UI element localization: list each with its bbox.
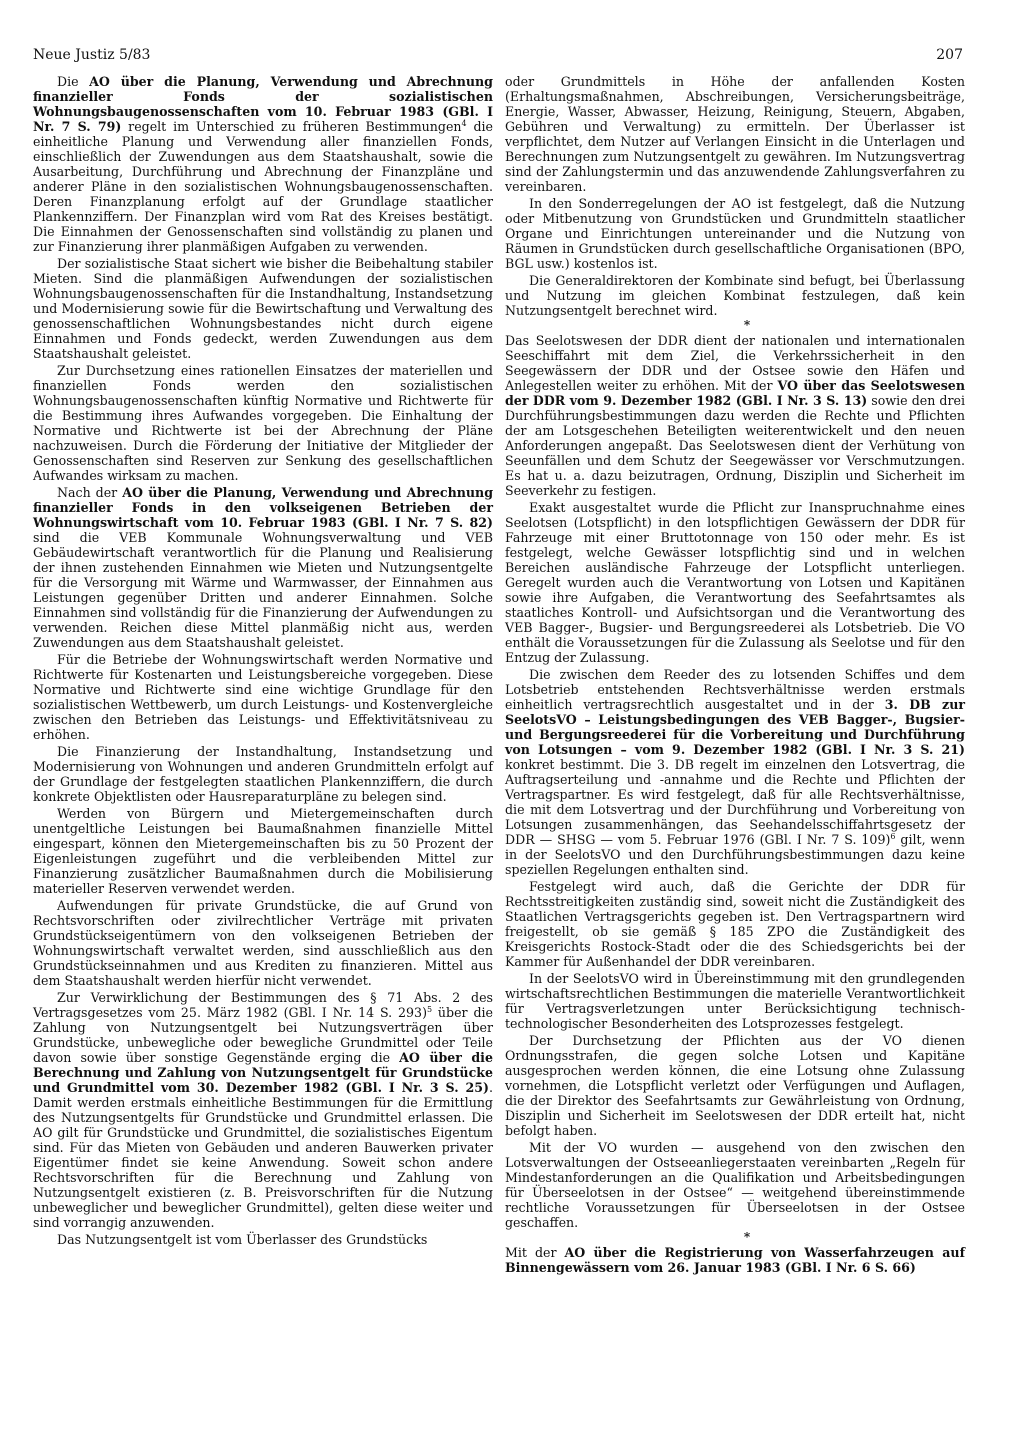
footnote-marker: 6 [890,831,896,841]
paragraph [33,363,493,483]
text-run: Festgelegt wird auch, daß die Gerichte der DDR für Rechtsstreitigkeiten zuständig sind, soweit nicht die Zuständigkeit des Staatlichen Vertragsgerichts gegeben ist. Den Vertragspartnern wird freigestellt, ob sie gemäß § 185 ZPO die Zuständigkeit des Kreisgerichts Rostock-Stadt oder die des Schiedsgerichts bei der Kammer für Außenhandel der DDR vereinbaren. [505,879,965,969]
paragraph [505,667,965,877]
text-run: Exakt ausgestaltet wurde die Pflicht zur Inanspruchnahme eines Seelotsen (Lotspflicht) in den lotspflichtigen Gewässern der DDR für Fahrzeuge mit einer Bruttotonnage von 150 oder mehr. Es ist festgelegt, welche Gewässer lotspflichtig sind und in welchen Bereichen ausländische Fahrzeuge der Lotspflicht unterliegen. Geregelt wurden auch die Verantwortung von Lotsen und Kapitänen sowie ihre Aufgaben, die Verantwortung des Seefahrtsamtes als staatliches Kontroll- und Aufsichtsorgan und die Verantwortung des VEB Bagger-, Bugsier- und Bergungsreederei als Lotsbetrieb. Die VO enthält die Voraussetzungen für die Zulassung als Seelotse und für den Entzug der Zulassung. [505,500,965,665]
text-run: Aufwendungen für private Grundstücke, die auf Grund von Rechtsvorschriften oder zivilrechtlicher Verträge mit privaten Grundstückseigentümern von den volkseigenen Betrieben der Wohnungswirtschaft verwaltet werden, sind ausschließlich aus den Grundstückseinnahmen und aus Krediten zu finanzieren. Mittel aus dem Staatshaushalt werden hierfür nicht verwendet. [33,898,493,988]
paragraph [33,652,493,742]
text-run: Das Seelotswesen der DDR dient der nationalen und internationalen Seeschiffahrt mit dem Ziel, die Verkehrssicherheit in den Seegewässern der DDR und der Ostsee sowie den Häfen und Anlegestellen weiter zu erhöhen. Mit der [505,333,965,393]
right-column [505,74,965,1277]
left-column [33,74,493,1249]
text-run: Mit der VO wurden — ausgehend von den zwischen den Lotsverwaltungen der Ostseeanliegerstaaten vereinbarten „Regeln für Mindestanforderungen an die Qualifikation und Arbeitsbedingungen für Überseelotsen in der Ostsee“ — weitgehend übereinstimmende rechtliche Voraussetzungen für Überseelotsen in der Ostsee geschaffen. [505,1140,965,1230]
text-run: Mit der [505,1245,565,1260]
paragraph [505,1140,965,1230]
footnote-marker: 4 [461,118,467,128]
text-run: Der sozialistische Staat sichert wie bisher die Beibehaltung stabiler Mieten. Sind die planmäßigen Aufwendungen der sozialistischen Wohnungsbaugenossenschaften für die Instandhaltung, Instandsetzung und Modernisierung sowie für die Bewirtschaftung und Verwaltung des genossenschaftlichen Wohnungsbestandes nicht durch eigene Einnahmen und Fonds gedeckt, werden Zuwendungen aus dem Staatshaushalt geleistet. [33,256,493,361]
text-run: In der SeelotsVO wird in Übereinstimmung mit den grundlegenden wirtschaftsrechtlichen Bestimmungen die materielle Verantwortlichkeit für Vertragsverletzungen unter Berücksichtigung technisch-technologischer Besonderheiten des Lotsprozesses festgelegt. [505,971,965,1031]
paragraph [505,971,965,1031]
paragraph [33,744,493,804]
section-separator: * [743,318,751,332]
legal-citation: AO über die Registrierung von Wasserfahrzeugen auf Binnengewässern vom 26. Januar 1983 (GBl. I Nr. 6 S. 66) [505,1245,965,1275]
text-run: Das Nutzungsentgelt ist vom Überlasser des Grundstücks [57,1232,428,1247]
text-run: Zur Durchsetzung eines rationellen Einsatzes der materiellen und finanziellen Fonds werden den sozialistischen Wohnungsbaugenossenschaften künftig Normative und Richtwerte für die Bestimmung ihres Aufwandes vorgegeben. Die Einhaltung der Normative und Richtwerte ist bei der Abrechnung der Pläne nachzuweisen. Durch die Förderung der Initiative der Mitglieder der Genossenschaften sind Reserven zur Senkung des gesellschaftlichen Aufwandes wirksam zu machen. [33,363,493,483]
paragraph [505,1033,965,1138]
section-separator: * [743,1230,751,1244]
paragraph [33,898,493,988]
text-run: sind die VEB Kommunale Wohnungsverwaltung und VEB Gebäudewirtschaft verantwortlich für die Planung und Realisierung der ihnen zustehenden Einnahmen wie Mieten und Nutzungsentgelte für die Versorgung mit Wärme und Warmwasser, der Einnahmen aus Leistungen gegenüber Dritten und anderer Einnahmen. Solche Einnahmen sind vollständig für die Finanzierung der Aufwendungen zu verwenden. Reichen diese Mittel planmäßig nicht aus, werden Zuwendungen aus dem Staatshaushalt geleistet. [33,530,493,650]
text-run: sowie den drei Durchführungsbestimmungen dazu werden die Rechte und Pflichten der am Lotsgeschehen Beteiligten weiterentwickelt und den neuen Anforderungen angepaßt. Das Seelotswesen dient der Verhütung von Seeunfällen und dem Schutz der Seegewässer vor Verschmutzungen. Es hat u. a. dazu beizutragen, Ordnung, Disziplin und Sicherheit im Seeverkehr zu festigen. [505,393,965,498]
text-run: Die Generaldirektoren der Kombinate sind befugt, bei Überlassung und Nutzung im gleichen Kombinat festzulegen, daß kein Nutzungsentgelt berechnet wird. [505,273,965,318]
paragraph [33,74,493,254]
footnote-marker: 5 [426,1004,433,1014]
text-run: Zur Verwirklichung der Bestimmungen des § 71 Abs. 2 des Vertragsgesetzes vom 25. März 1982 (GBl. I Nr. 14 S. 293) [33,990,493,1020]
text-run: . Damit werden erstmals einheitliche Bestimmungen für die Ermittlung des Nutzungsentgelts für Grundstücke und Grundmittel erlassen. Die AO gilt für Grundstücke und Grundmittel, die sozialistisches Eigentum sind. Für das Mieten von Gebäuden und anderen Bauwerken privater Eigentümer findet sie keine Anwendung. Soweit schon andere Rechtsvorschriften für die Berechnung und Zahlung von Nutzungsentgelt existieren (z. B. Preisvorschriften für die Nutzung unbeweglicher und beweglicher Grundmittel), gelten diese weiter und sind vorrangig anzuwenden. [33,1080,493,1230]
text-run: Werden von Bürgern und Mietergemeinschaften durch unentgeltliche Leistungen bei Baumaßnahmen finanzielle Mittel eingespart, können den Mietergemeinschaften bis zu 50 Prozent der Eigenleistungen zugeführt und die verbleibenden Mittel zur Finanzierung zusätzlicher Baumaßnahmen durch die Mobilisierung materieller Reserven verwendet werden. [33,806,493,896]
paragraph [505,74,965,194]
page-number: 207 [936,47,963,63]
paragraph [33,990,493,1230]
paragraph [505,196,965,271]
legal-citation: VO über das Seelotswesen der DDR vom 9. Dezember 1982 (GBl. I Nr. 3 S. 13) [505,378,965,408]
text-run: Die Finanzierung der Instandhaltung, Instandsetzung und Modernisierung von Wohnungen und anderen Grundmitteln erfolgt auf der Grundlage der festgelegten staatlichen Plankennziffern, die durch konkrete Objektlisten oder Hausreparaturpläne zu belegen sind. [33,744,493,804]
paragraph [505,500,965,665]
legal-citation: AO über die Planung, Verwendung und Abrechnung finanzieller Fonds der sozialistischen Wohnungsbaugenossenschaften vom 10. Februar 1983 (GBl. I Nr. 7 S. 79) [33,74,493,134]
paragraph [33,806,493,896]
paragraph [33,485,493,650]
text-run: In den Sonderregelungen der AO ist festgelegt, daß die Nutzung oder Mitbenutzung von Grundstücken und Grundmitteln staatlicher Organe und Einrichtungen untereinander und die Nutzung von Räumen in Grundstücken durch gesellschaftliche Organisationen (BPO, BGL usw.) kostenlos ist. [505,196,965,271]
journal-title: Neue Justiz 5/83 [33,47,151,63]
text-run: konkret bestimmt. Die 3. DB regelt im einzelnen den Lotsvertrag, die Auftragserteilung und -annahme und die Rechte und Pflichten der Vertragspartner. Es wird festgelegt, daß für alle Rechtsverhältnisse, die mit dem Lotsvertrag und der Durchführung und Vorbereitung von Lotsungen zusammenhängen, das Seehandelsschiffahrtsgesetz der DDR — SHSG — vom 5. Februar 1976 (GBl. I Nr. 7 S. 109) [505,757,965,847]
legal-citation: AO über die Planung, Verwendung und Abrechnung finanzieller Fonds in den volkseigenen Betrieben der Wohnungswirtschaft vom 10. Februar 1983 (GBl. I Nr. 7 S. 82) [33,485,493,530]
text-run: Die zwischen dem Reeder des zu lotsenden Schiffes und dem Lotsbetrieb entstehenden Rechtsverhältnisse werden erstmals einheitlich vertragsrechtlich ausgestaltet und in der [505,667,965,712]
text-run: über die Zahlung von Nutzungsentgelt bei Nutzungsverträgen über Grundstücke, unbewegliche oder bewegliche Grundmittel oder Teile davon sowie über sonstige Gegenstände erging die [33,1005,493,1065]
paragraph [33,256,493,361]
paragraph [505,879,965,969]
text-run: Nach der [57,485,123,500]
text-run: Für die Betriebe der Wohnungswirtschaft werden Normative und Richtwerte für Kostenarten und Leistungsbereiche vorgegeben. Diese Normative und Richtwerte sind eine wichtige Grundlage für den sozialistischen Wettbewerb, um durch Leistungs- und Kostenvergleiche zwischen den Betrieben das Leistungs- und Effektivitätsniveau zu erhöhen. [33,652,493,742]
text-run: die einheitliche Planung und Verwendung aller finanziellen Fonds, einschließlich der Zuwendungen aus dem Staatshaushalt, sowie die Ausarbeitung, Durchführung und Abrechnung der Finanzpläne und anderer Pläne in den sozialistischen Wohnungsbaugenossenschaften. Deren Finanzplanung erfolgt auf der Grundlage staatlicher Plankennziffern. Der Finanzplan wird vom Rat des Kreises bestätigt. Die Einnahmen der Genossenschaften sind vollständig zu planen und zur Finanzierung ihrer planmäßigen Aufgaben zu verwenden. [33,119,494,254]
legal-citation: 3. DB zur SeelotsVO – Leistungsbedingungen des VEB Bagger-, Bugsier- und Bergungsreederei für die Vorbereitung und Durchführung von Lotsungen – vom 9. Dezember 1982 (GBl. I Nr. 3 S. 21) [505,697,965,757]
text-run: Der Durchsetzung der Pflichten aus der VO dienen Ordnungsstrafen, die gegen solche Lotsen und Kapitäne ausgesprochen werden können, die eine Lotsung ohne Zulassung vornehmen, die Lotspflicht verletzt oder Verfügungen und Auflagen, die der Direktor des Seefahrtsamts zur Gewährleistung von Ordnung, Disziplin und Sicherheit im Seelotswesen der DDR erteilt hat, nicht befolgt haben. [505,1033,965,1138]
page-header [33,47,963,67]
text-run: gilt, wenn in der SeelotsVO und den Durchführungsbestimmungen dazu keine speziellen Regelungen enthalten sind. [505,832,965,877]
legal-citation: AO über die Berechnung und Zahlung von Nutzungsentgelt für Grundstücke und Grundmittel vom 30. Dezember 1982 (GBl. I Nr. 3 S. 25) [33,1050,493,1095]
paragraph [505,273,965,318]
text-run: oder Grundmittels in Höhe der anfallenden Kosten (Erhaltungsmaßnahmen, Abschreibungen, Versicherungsbeiträge, Energie, Wasser, Abwasser, Heizung, Reinigung, Steuern, Abgaben, Gebühren und Verwaltung) zu ermitteln. Der Überlasser ist verpflichtet, dem Nutzer auf Verlangen Einsicht in die Unterlagen und Berechnungen zum Nutzungsentgelt zu gewähren. Im Nutzungsvertrag sind der Zahlungstermin und das anzuwendende Zahlungsverfahren zu vereinbaren. [505,74,965,194]
text-run: regelt im Unterschied zu früheren Bestimmungen [121,119,462,134]
paragraph [505,1245,965,1275]
paragraph [33,1232,493,1247]
paragraph [505,333,965,498]
text-run: Die [57,74,90,89]
